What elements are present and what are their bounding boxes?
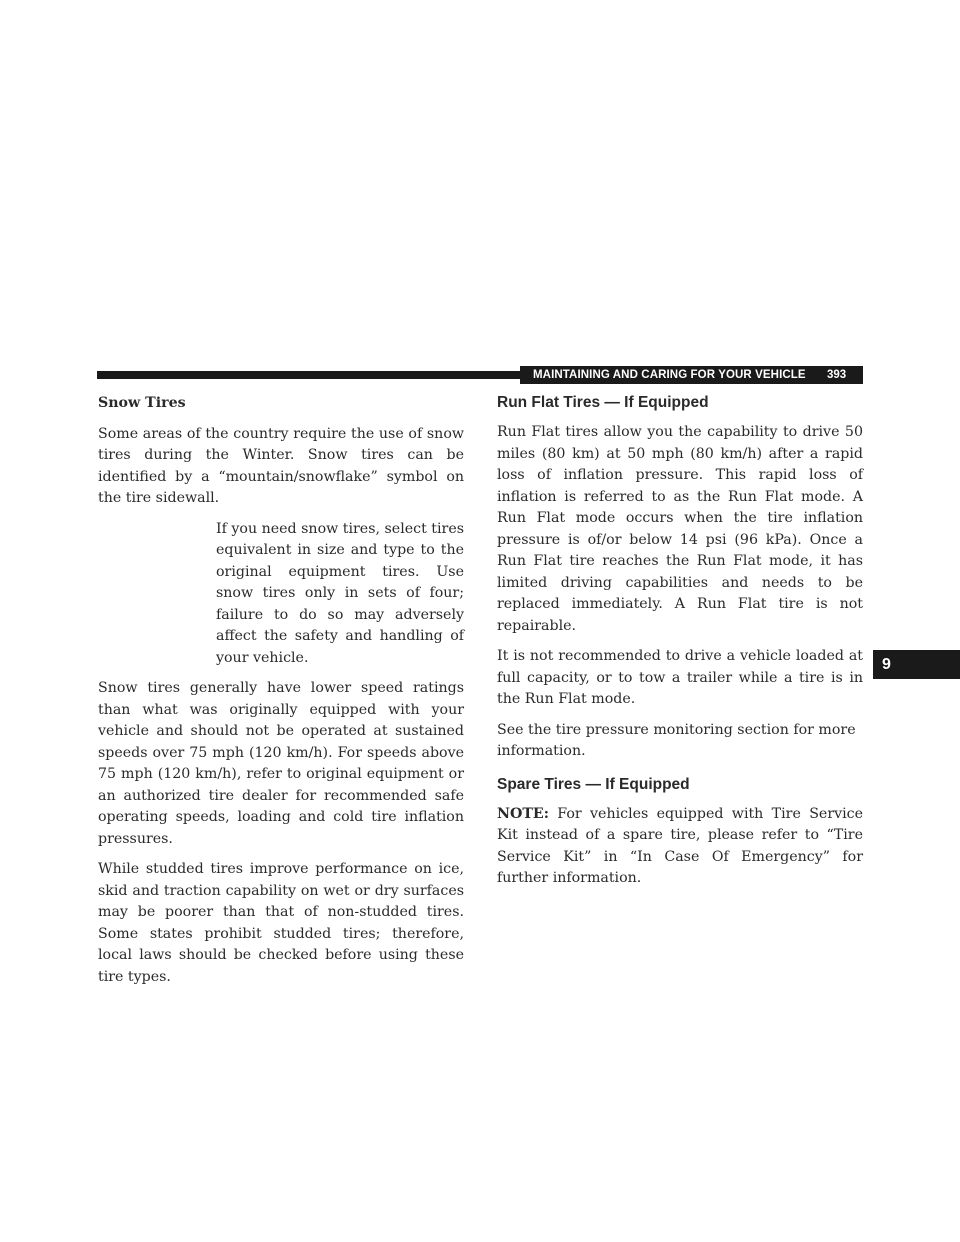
paragraph: See the tire pressure monitoring section for more information. xyxy=(497,721,856,759)
chapter-tab xyxy=(873,650,960,679)
warning-paragraph: If you need snow tires, select tires equivalent in size and type to the original equipment tires. Use snow tires only in sets of four; failure to do so may adversely affect the safety and handling of your vehicle. xyxy=(216,520,464,666)
paragraph: Some areas of the country require the use of snow tires during the Winter. Snow tires can be identified by a “mountain/snowflake” symbol on the tire sidewall. xyxy=(98,425,464,506)
chapter-number: 9 xyxy=(882,656,891,673)
heading-run-flat-tires: Run Flat Tires — If Equipped xyxy=(497,394,709,411)
right-column xyxy=(497,393,863,899)
left-column xyxy=(98,393,464,997)
note-label: NOTE: xyxy=(497,805,549,822)
paragraph: Run Flat tires allow you the capability to drive 50 miles (80 km) at 50 mph (80 km/h) after a rapid loss of inflation pressure. This rapid loss of inflation is referred to as the Run Flat mode. A Run Flat mode occurs when the tire inflation pressure is of/or below 14 psi (96 kPa). Once a Run Flat tire reaches the Run Flat mode, it has limited driving capabilities and needs to be replaced immediately. A Run Flat tire is not repairable. xyxy=(497,424,863,634)
heading-spare-tires: Spare Tires — If Equipped xyxy=(497,775,690,793)
section-title: MAINTAINING AND CARING FOR YOUR VEHICLE xyxy=(533,369,806,381)
header-rule xyxy=(97,371,521,379)
heading-snow-tires: Snow Tires xyxy=(98,395,186,411)
page-number: 393 xyxy=(827,369,847,381)
paragraph: Snow tires generally have lower speed ratings than what was originally equipped with your vehicle and should not be operated at sustained speeds over 75 mph (120 km/h). For speeds above 75 mph (120 km/h), refer to original equipment or an authorized tire dealer for recommended safe operating speeds, loading and cold tire inflation pressures. xyxy=(98,680,464,847)
paragraph: While studded tires improve performance on ice, skid and traction capability on wet or dry surfaces may be poorer than that of non-studded tires. Some states prohibit studded tires; therefore, local laws should be checked before using these tire types. xyxy=(98,861,464,985)
note-text: For vehicles equipped with Tire Service Kit instead of a spare tire, please refer to “Tire Service Kit” in “In Case Of Emergency” for further information. xyxy=(497,805,863,886)
note-paragraph xyxy=(497,804,863,890)
paragraph: It is not recommended to drive a vehicle loaded at full capacity, or to tow a trailer while a tire is in the Run Flat mode. xyxy=(497,648,863,707)
